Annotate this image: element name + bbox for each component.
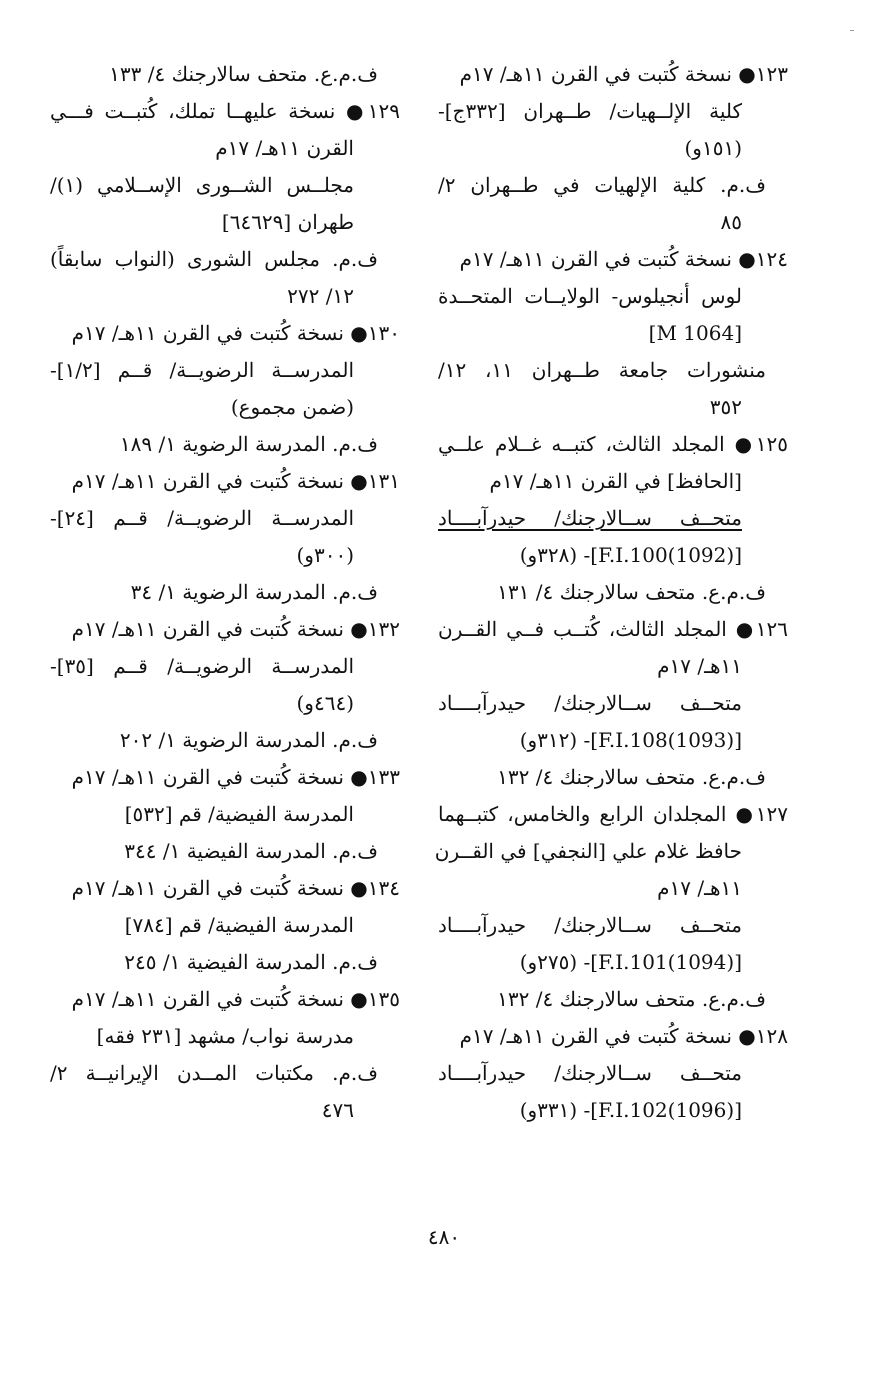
text-line: [F.I.100(1092)]- (٣٢٨و) bbox=[519, 543, 742, 567]
text-line: ١٢٧● المجلدان الرابع والخامس، كتبــهما bbox=[438, 802, 788, 826]
text-line: ف.م. المدرسة الرضوية ١/ ٣٤ bbox=[130, 580, 378, 604]
text-line: ١١هـ/ ١٧م bbox=[657, 654, 742, 678]
text-line: متحــف ســالارجنك/ حيدرآبــــاد bbox=[438, 1061, 742, 1085]
text-line: ف.م.ع. متحف سالارجنك ٤/ ١٣٢ bbox=[497, 765, 766, 789]
right-column bbox=[434, 56, 788, 1129]
text-line: ف.م.ع. متحف سالارجنك ٤/ ١٣٣ bbox=[109, 62, 378, 86]
text-line: ٨٥ bbox=[720, 210, 742, 234]
text-line: ف.م. مجلس الشورى (النواب سابقاً) bbox=[50, 247, 378, 271]
page-number: ٤٨٠ bbox=[427, 1225, 461, 1249]
text-line: منشورات جامعة طــهران ١١، ١٢/ bbox=[438, 358, 766, 382]
text-line: كلية الإلــهيات/ طــهران [٣٣٢ج]- bbox=[438, 99, 742, 123]
text-line: ١٣٤● نسخة كُتبت في القرن ١١هـ/ ١٧م bbox=[71, 876, 400, 900]
text-line: [F.I.108(1093)]- (٣١٢و) bbox=[519, 728, 742, 752]
text-line: ١٢٨● نسخة كُتبت في القرن ١١هـ/ ١٧م bbox=[459, 1024, 788, 1048]
text-line: (٤٦٤و) bbox=[296, 691, 354, 715]
text-line: المدرســة الرضويــة/ قــم [١/٢]- bbox=[50, 358, 354, 382]
text-line: ١٣٢● نسخة كُتبت في القرن ١١هـ/ ١٧م bbox=[71, 617, 400, 641]
text-line: [F.I.102(1096)]- (٣٣١و) bbox=[519, 1098, 742, 1122]
text-line: ١٣٣● نسخة كُتبت في القرن ١١هـ/ ١٧م bbox=[71, 765, 400, 789]
text-line: (٣٠٠و) bbox=[296, 543, 354, 567]
text-line: ١١هـ/ ١٧م bbox=[657, 876, 742, 900]
text-line: ١٢٩● نسخة عليهــا تملك، كُتبــت فـــي bbox=[50, 99, 400, 123]
text-line: لوس أنجيلوس- الولايــات المتحــدة bbox=[438, 284, 742, 308]
text-line: مدرسة نواب/ مشهد [٢٣١ فقه] bbox=[96, 1024, 354, 1048]
scan-speck bbox=[850, 30, 854, 31]
text-line: ف.م. المدرسة الفيضية ١/ ٣٤٤ bbox=[124, 839, 378, 863]
text-line: ٣٥٢ bbox=[709, 395, 742, 419]
text-line: متحــف ســالارجنك/ حيدرآبــــاد bbox=[438, 506, 742, 530]
text-line: ف.م. المدرسة الفيضية ١/ ٢٤٥ bbox=[124, 950, 378, 974]
text-line: ١٢٥● المجلد الثالث، كتبــه غــلام علــي bbox=[438, 432, 788, 456]
text-line: المدرســة الرضويــة/ قــم [٣٥]- bbox=[50, 654, 354, 678]
left-column bbox=[50, 56, 400, 1129]
text-line: (ضمن مجموع) bbox=[230, 395, 354, 419]
text-line: ف.م.ع. متحف سالارجنك ٤/ ١٣١ bbox=[497, 580, 766, 604]
text-line: مجلــس الشــورى الإســلامي (١)/ bbox=[50, 173, 354, 197]
text-line: ف.م. المدرسة الرضوية ١/ ٢٠٢ bbox=[119, 728, 378, 752]
text-line: ف.م. كلية الإلهيات في طــهران ٢/ bbox=[438, 173, 766, 197]
text-line: القرن ١١هـ/ ١٧م bbox=[215, 136, 354, 160]
text-line: متحــف ســالارجنك/ حيدرآبــــاد bbox=[438, 913, 742, 937]
text-line: ١٣٥● نسخة كُتبت في القرن ١١هـ/ ١٧م bbox=[71, 987, 400, 1011]
text-line: [F.I.101(1094)]- (٢٧٥و) bbox=[519, 950, 742, 974]
text-line: طهران [٦٤٦٢٩] bbox=[221, 210, 354, 234]
text-line: ١٣١● نسخة كُتبت في القرن ١١هـ/ ١٧م bbox=[71, 469, 400, 493]
text-line: [M 1064] bbox=[648, 321, 742, 345]
text-line: المدرسة الفيضية/ قم [٧٨٤] bbox=[124, 913, 354, 937]
text-line: المدرسة الفيضية/ قم [٥٣٢] bbox=[124, 802, 354, 826]
text-line: ف.م.ع. متحف سالارجنك ٤/ ١٣٢ bbox=[497, 987, 766, 1011]
text-line: متحــف ســالارجنك/ حيدرآبــــاد bbox=[438, 691, 742, 715]
text-line: ١٢٦● المجلد الثالث، كُتــب فــي القــرن bbox=[438, 617, 788, 641]
text-line: ١٢٤● نسخة كُتبت في القرن ١١هـ/ ١٧م bbox=[459, 247, 788, 271]
text-line: ف.م. مكتبات المــدن الإيرانيــة ٢/ bbox=[50, 1061, 378, 1085]
text-line: ١٢٣● نسخة كُتبت في القرن ١١هـ/ ١٧م bbox=[459, 62, 788, 86]
text-line: ٤٧٦ bbox=[321, 1098, 354, 1122]
text-line: [الحافظ] في القرن ١١هـ/ ١٧م bbox=[489, 469, 742, 493]
text-line: ١٢/ ٢٧٢ bbox=[287, 284, 354, 308]
text-line: المدرســة الرضويــة/ قــم [٢٤]- bbox=[50, 506, 354, 530]
text-line: حافظ غلام علي [النجفي] في القــرن bbox=[434, 839, 742, 863]
text-line: ١٣٠● نسخة كُتبت في القرن ١١هـ/ ١٧م bbox=[71, 321, 400, 345]
text-line: (١٥١و) bbox=[684, 136, 742, 160]
text-line: ف.م. المدرسة الرضوية ١/ ١٨٩ bbox=[119, 432, 378, 456]
